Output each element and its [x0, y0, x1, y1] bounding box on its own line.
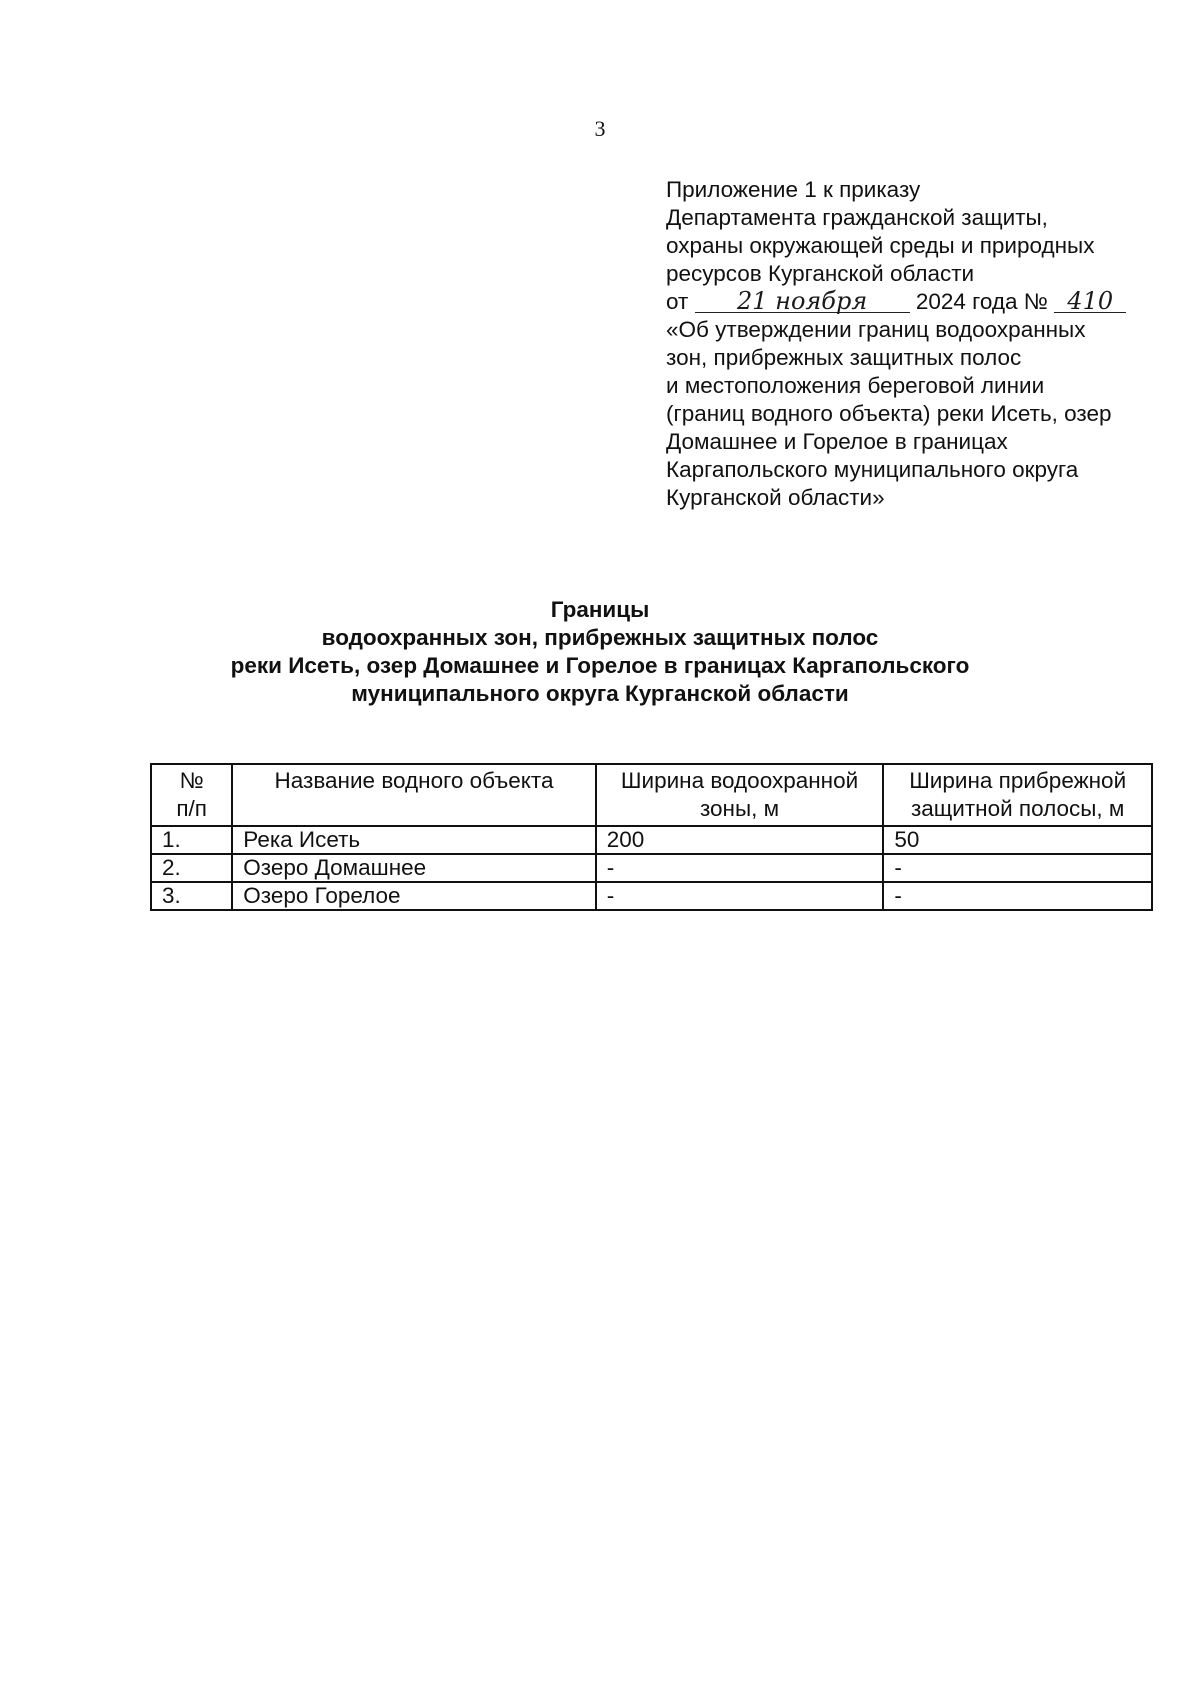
- header-num: № п/п: [151, 764, 232, 826]
- table-row: [151, 882, 1152, 910]
- table-row: [151, 826, 1152, 854]
- appendix-line: Приложение 1 к приказу: [666, 177, 921, 202]
- title-line: Границы: [550, 597, 650, 622]
- handwritten-date: 21 ноября: [695, 290, 910, 313]
- title-line: муниципального округа Курганской области: [351, 681, 849, 706]
- table-header-row: [151, 764, 1152, 826]
- cell-name: Озеро Горелое: [232, 882, 595, 910]
- page-number: 3: [594, 116, 606, 141]
- year-text: 2024 года №: [915, 289, 1048, 314]
- date-prefix: от: [666, 289, 689, 314]
- header-strip-width: Ширина прибрежной защитной полосы, м: [883, 764, 1152, 826]
- cell-num: 1.: [151, 826, 232, 854]
- appendix-header: [666, 176, 1186, 512]
- table-row: [151, 854, 1152, 882]
- cell-zone-width: 200: [596, 826, 884, 854]
- title-line: водоохранных зон, прибрежных защитных полос: [321, 625, 879, 650]
- subject-line: «Об утверждении границ водоохранных: [666, 317, 1086, 342]
- cell-zone-width: -: [596, 882, 884, 910]
- appendix-line: ресурсов Курганской области: [666, 261, 975, 286]
- header-zone-width: Ширина водоохранной зоны, м: [596, 764, 884, 826]
- cell-strip-width: -: [883, 854, 1152, 882]
- order-date-line: [666, 288, 1186, 316]
- cell-num: 2.: [151, 854, 232, 882]
- water-zones-table: [150, 763, 1153, 911]
- subject-line: и местоположения береговой линии: [666, 373, 1045, 398]
- subject-line: Каргапольского муниципального округа: [666, 457, 1079, 482]
- subject-line: Домашнее и Горелое в границах: [666, 429, 1008, 454]
- subject-line: (границ водного объекта) реки Исеть, озер: [666, 401, 1112, 426]
- appendix-line: охраны окружающей среды и природных: [666, 233, 1095, 258]
- cell-name: Озеро Домашнее: [232, 854, 595, 882]
- cell-zone-width: -: [596, 854, 884, 882]
- document-title: [0, 596, 1200, 708]
- subject-line: зон, прибрежных защитных полос: [666, 345, 1022, 370]
- cell-name: Река Исеть: [232, 826, 595, 854]
- cell-strip-width: 50: [883, 826, 1152, 854]
- header-name: Название водного объекта: [232, 764, 595, 826]
- cell-num: 3.: [151, 882, 232, 910]
- cell-strip-width: -: [883, 882, 1152, 910]
- appendix-line: Департамента гражданской защиты,: [666, 205, 1048, 230]
- title-line: реки Исеть, озер Домашнее и Горелое в границах Каргапольского: [230, 653, 970, 678]
- subject-line: Курганской области»: [666, 485, 885, 510]
- handwritten-order-number: 410: [1054, 290, 1126, 313]
